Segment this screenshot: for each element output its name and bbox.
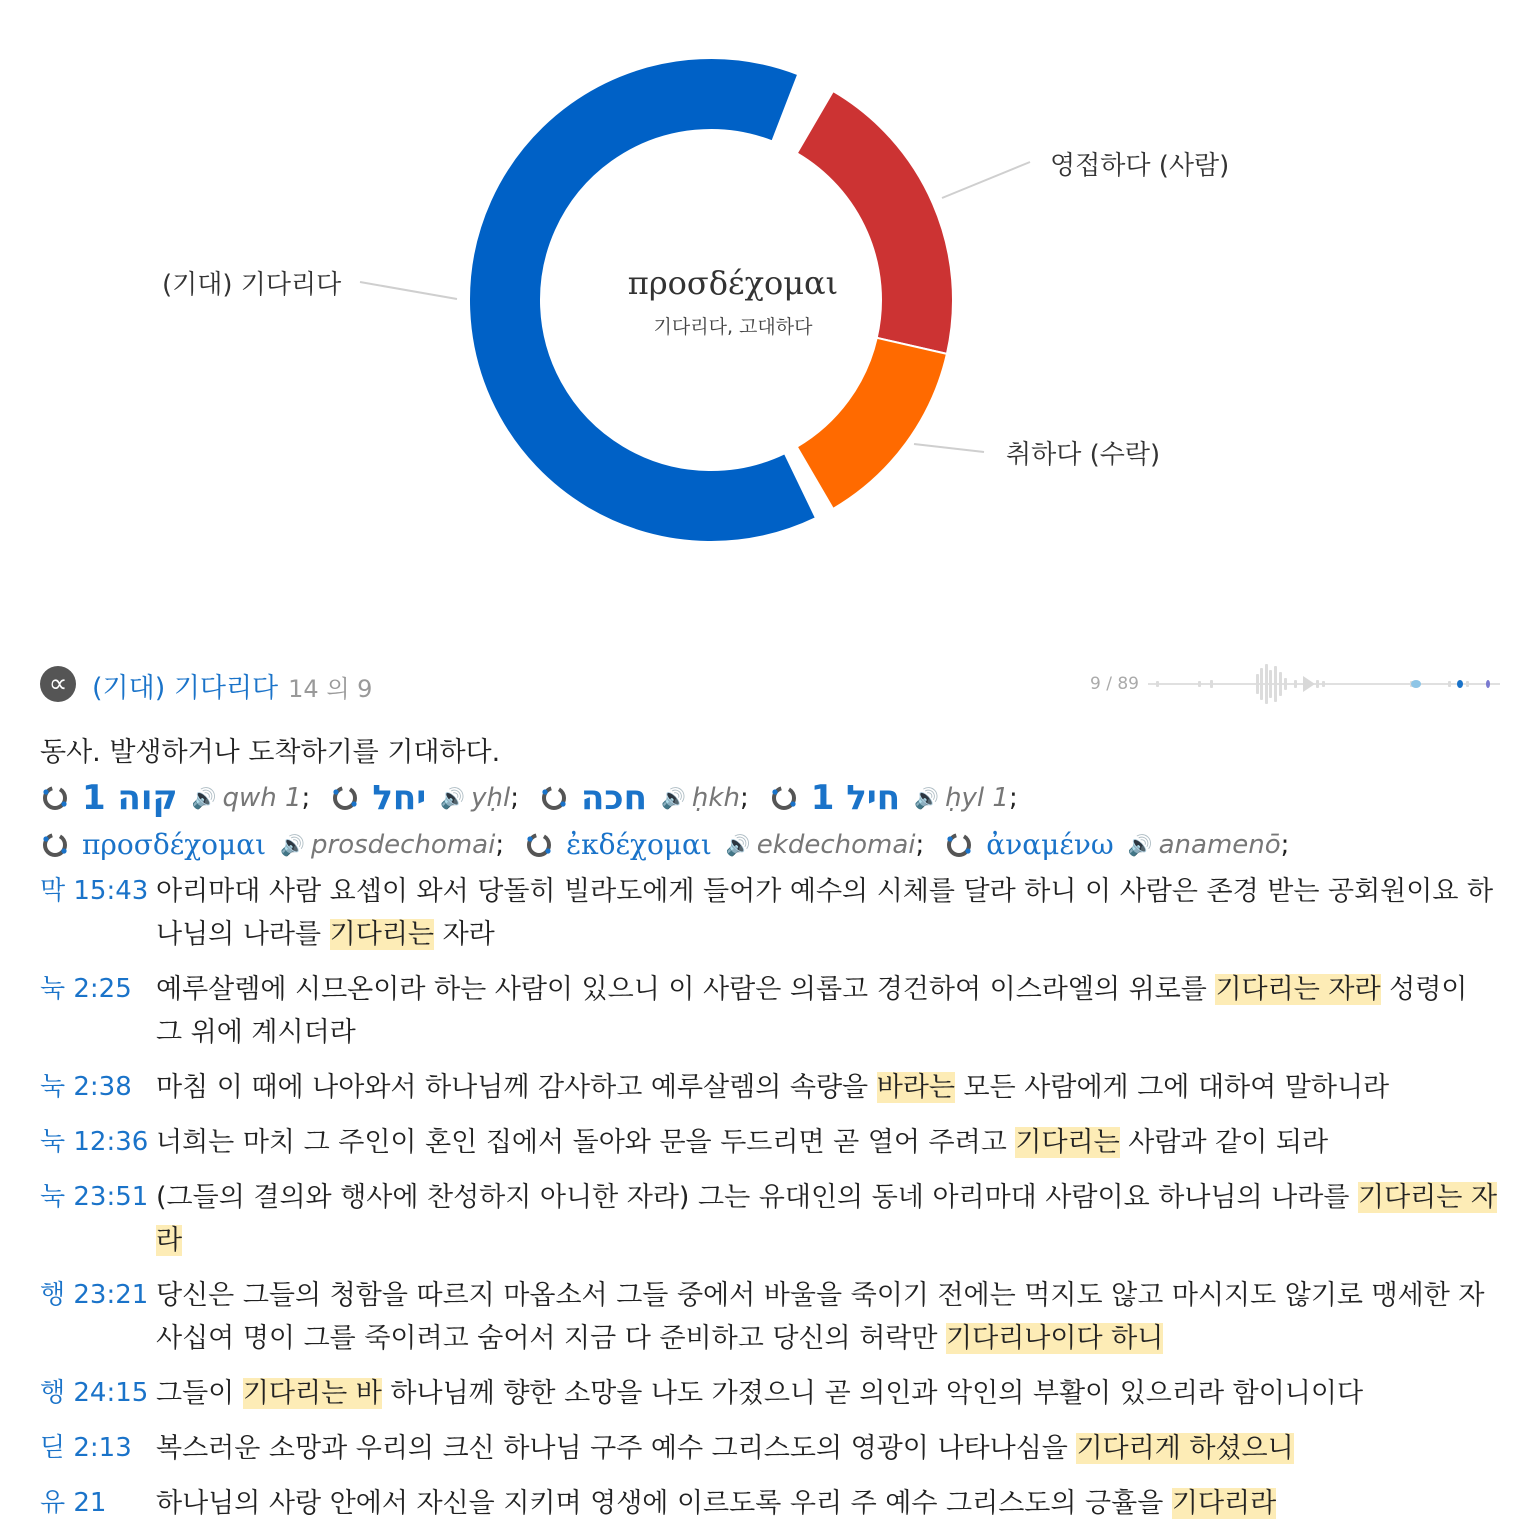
verse-reference[interactable]: 행 24:15: [40, 1378, 149, 1408]
transliteration: ekdechomai: [756, 829, 916, 860]
slice-label-accept[interactable]: 취하다 (수락): [1006, 440, 1161, 470]
lemma-word[interactable]: ἐκδέχομαι: [566, 828, 712, 861]
highlighted-gloss: 기다리라: [1171, 1488, 1277, 1519]
transliteration: anamenō: [1158, 829, 1281, 860]
wave-hit-current: [1457, 680, 1463, 688]
loop-icon: [769, 783, 799, 813]
separator: ;: [1280, 829, 1290, 860]
verse-row: [40, 968, 1500, 1054]
wave-bar: [1279, 672, 1282, 696]
separator: ;: [510, 783, 520, 813]
sense-definition: 동사. 발생하거나 도착하기를 기대하다.: [40, 737, 501, 768]
wave-bar: [1265, 664, 1268, 704]
verse-text-before: (그들의 결의와 행사에 찬성하지 아니한 자라) 그는 유대인의 동네 아리마대 사람이요 하나님의 나라를: [156, 1182, 1359, 1213]
verse-reference[interactable]: 눅 2:38: [40, 1072, 132, 1102]
proportional-icon: ∝: [40, 666, 76, 702]
transliteration: prosdechomai: [311, 829, 496, 860]
verse-text-before: 마침 이 때에 나아와서 하나님께 감사하고 예루살렘의 속량을: [156, 1072, 877, 1103]
sense-title-text: (기대) 기다리다: [92, 673, 279, 704]
verse-text-after: 모든 사람에게 그에 대하여 말하니라: [954, 1072, 1390, 1103]
donut-svg: [0, 0, 1516, 610]
verse-text-before: 복스러운 소망과 우리의 크신 하나님 구주 예수 그리스도의 영광이 나타나심을: [156, 1433, 1077, 1464]
sense-title[interactable]: [92, 666, 372, 705]
speaker-icon[interactable]: 🔊: [661, 786, 686, 810]
verse-text-after: 하나님께 향한 소망을 나도 가졌으니 곧 의인과 악인의 부활이 있으리라 함이니이다: [381, 1378, 1364, 1409]
lemma-link[interactable]: [524, 828, 924, 861]
verse-text: [156, 870, 1500, 956]
lemma-word[interactable]: קוה 1: [82, 778, 178, 818]
separator: ;: [301, 783, 311, 813]
lemma-word[interactable]: חכה: [581, 778, 648, 818]
lemma-link[interactable]: [40, 778, 310, 818]
verse-text: [156, 1372, 1500, 1415]
leader-line: [942, 162, 1030, 198]
separator: ;: [1008, 783, 1018, 813]
verse-row: [40, 1427, 1500, 1470]
slice-label-await[interactable]: (기대) 기다리다: [162, 270, 342, 300]
verse-text-before: 그들이: [156, 1378, 243, 1409]
verse-text-before: 예루살렘에 시므온이라 하는 사람이 있으니 이 사람은 의롭고 경건하여 이스라엘의 위로를: [156, 974, 1216, 1005]
wave-bar: [1269, 670, 1272, 698]
donut-chart: [0, 0, 1516, 610]
verse-row: [40, 1176, 1500, 1262]
transliteration: qwh 1: [222, 783, 302, 813]
highlighted-gloss: 기다리는: [329, 919, 434, 950]
verse-reference[interactable]: 행 23:21: [40, 1280, 149, 1310]
sense-header: [40, 660, 1500, 710]
speaker-icon[interactable]: 🔊: [440, 786, 466, 810]
separator: ;: [739, 783, 749, 813]
transliteration: yḥl: [471, 783, 511, 813]
lemma-link[interactable]: [769, 778, 1018, 818]
loop-icon: [330, 783, 360, 813]
verse-row: [40, 1482, 1500, 1525]
highlighted-gloss: 기다리는 자라: [1215, 974, 1381, 1005]
verse-text-before: 당신은 그들의 청함을 따르지 마옵소서 그들 중에서 바울을 죽이기 전에는 먹지도 않고 마시지도 않기로 맹세한 자 사십여 명이 그를 죽이려고 숨어서 지금 다 준비하고 당신의 허락만: [156, 1280, 1485, 1354]
verse-reference[interactable]: 유 21: [40, 1488, 107, 1518]
wave-bar: [1256, 674, 1259, 694]
lemma-word[interactable]: יחל: [372, 778, 427, 818]
loop-icon: [40, 783, 70, 813]
lemma-link[interactable]: [40, 828, 504, 861]
sense-entry: [40, 660, 1500, 1519]
verse-row: [40, 870, 1500, 956]
highlighted-gloss: 바라는: [876, 1072, 955, 1103]
wave-bar: [1156, 681, 1159, 687]
wave-bar: [1198, 681, 1201, 687]
verse-reference[interactable]: 눅 23:51: [40, 1182, 149, 1212]
verse-reference[interactable]: 딛 2:13: [40, 1433, 132, 1463]
occurrence-counter: 9 / 89: [1090, 674, 1139, 694]
verse-text: [156, 1427, 1500, 1470]
center-lemma[interactable]: προσδέχομαι: [627, 264, 839, 302]
verse-text: [156, 1121, 1500, 1164]
wave-hit: [1486, 680, 1490, 688]
center-gloss: 기다리다, 고대하다: [653, 316, 813, 338]
verse-text-before: 너희는 마치 그 주인이 혼인 집에서 돌아와 문을 두드리면 곧 열어 주려고: [156, 1127, 1016, 1158]
wave-bar: [1322, 681, 1325, 687]
transliteration: ḥkh: [691, 783, 740, 813]
lemma-link[interactable]: [539, 778, 749, 818]
highlighted-gloss: 기다리는: [1015, 1127, 1120, 1158]
verse-reference[interactable]: 눅 2:25: [40, 974, 132, 1004]
slice-accept[interactable]: [797, 338, 947, 509]
verse-text: [156, 968, 1500, 1054]
lemma-link[interactable]: [330, 778, 519, 818]
wave-bar: [1260, 668, 1263, 700]
distribution-waveform[interactable]: [1148, 662, 1500, 706]
speaker-icon[interactable]: 🔊: [280, 832, 306, 857]
verse-row: [40, 1066, 1500, 1109]
verse-row: [40, 1274, 1500, 1360]
verse-row: [40, 1121, 1500, 1164]
wave-bar: [1294, 680, 1297, 688]
speaker-icon[interactable]: 🔊: [191, 786, 217, 810]
speaker-icon[interactable]: 🔊: [1127, 832, 1153, 857]
wave-bar: [1274, 666, 1277, 702]
leader-line: [360, 282, 457, 299]
verse-reference[interactable]: 막 15:43: [40, 876, 149, 906]
wave-bar: [1316, 680, 1319, 688]
separator: ;: [495, 829, 505, 860]
verse-list: [40, 870, 1500, 1537]
lemma-word[interactable]: חיל 1: [810, 778, 901, 818]
verse-row: [40, 1372, 1500, 1415]
verse-text: [156, 1176, 1500, 1262]
wave-bar: [1448, 681, 1451, 687]
hebrew-lemma-list: [40, 778, 1038, 821]
lemma-word[interactable]: προσδέχομαι: [82, 828, 267, 861]
wave-bar: [1210, 680, 1213, 688]
verse-text-before: 하나님의 사랑 안에서 자신을 지키며 영생에 이르도록 우리 주 예수 그리스도의 긍휼을: [156, 1488, 1172, 1519]
highlighted-gloss: 기다리나이다 하니: [946, 1323, 1164, 1354]
lemma-link[interactable]: [944, 828, 1289, 861]
wave-bar: [1466, 681, 1469, 687]
speaker-icon[interactable]: 🔊: [725, 832, 751, 857]
loop-icon: [524, 830, 554, 860]
verse-text-before: 아리마대 사람 요셉이 와서 당돌히 빌라도에게 들어가 예수의 시체를 달라 하니 이 사람은 존경 받는 공회원이요 하나님의 나라를: [156, 876, 1494, 950]
verse-text-after: 성령이 그 위에 계시더라: [156, 974, 1468, 1048]
verse-text: [156, 1274, 1500, 1360]
verse-text: [156, 1482, 1500, 1525]
leader-line: [914, 444, 984, 452]
highlighted-gloss: 기다리는 바: [242, 1378, 382, 1409]
slice-label-receive-person[interactable]: 영접하다 (사람): [1050, 151, 1230, 181]
transliteration: ḥyl 1: [945, 783, 1009, 813]
speaker-icon[interactable]: 🔊: [914, 786, 940, 810]
highlighted-gloss: 기다리는 자라: [156, 1182, 1498, 1256]
separator: ;: [915, 829, 925, 860]
greek-lemma-list: [40, 828, 1309, 868]
wave-bar: [1284, 678, 1287, 690]
verse-reference[interactable]: 눅 12:36: [40, 1127, 149, 1157]
verse-text-after: 사람과 같이 되라: [1119, 1127, 1329, 1158]
loop-icon: [539, 783, 569, 813]
sense-count: 14 의 9: [288, 675, 373, 703]
loop-icon: [40, 830, 70, 860]
lemma-word[interactable]: ἀναμένω: [986, 828, 1114, 861]
wave-marker: [1303, 676, 1315, 692]
loop-icon: [944, 830, 974, 860]
verse-text-after: 자라: [434, 919, 495, 950]
verse-text: [156, 1066, 1500, 1109]
highlighted-gloss: 기다리게 하셨으니: [1076, 1433, 1294, 1464]
wave-hit: [1411, 680, 1421, 688]
